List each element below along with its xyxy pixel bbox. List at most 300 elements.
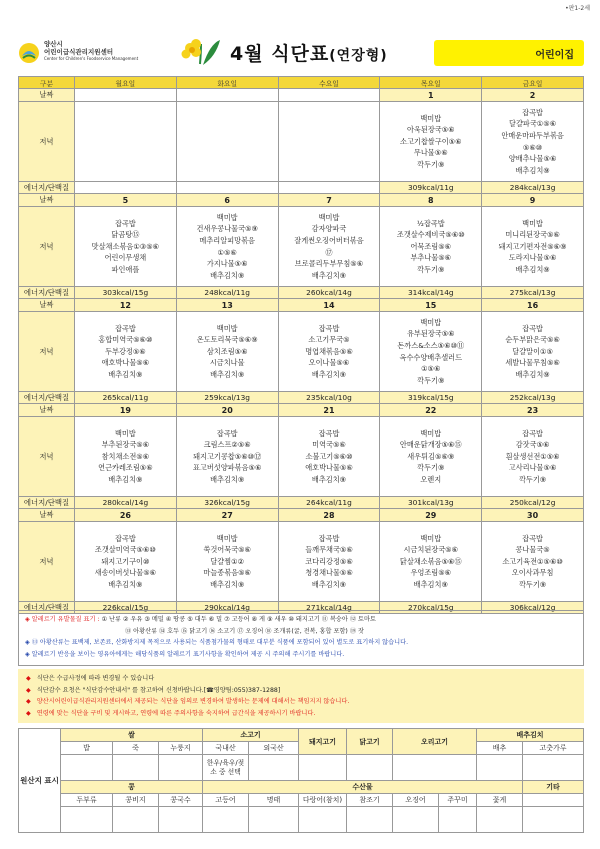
menu-item: 달걀말이①⑤ <box>512 346 553 356</box>
menu-item: 배추김치⑨ <box>515 369 550 379</box>
day-date: 6 <box>176 194 278 207</box>
menu-item: 우엉조림⑤⑥ <box>410 568 452 578</box>
menu-item: 돈까스&소스⑤⑥⑩⑪ <box>397 340 465 350</box>
menu-item: 미역국⑤⑥ <box>312 440 346 450</box>
day-date: 30 <box>482 509 584 522</box>
menu-item: 배추김치⑨ <box>311 270 347 280</box>
day-menu <box>278 102 380 182</box>
menu-item: 백미밥 <box>216 212 238 222</box>
day-energy: 309kcal/11g <box>380 182 482 194</box>
day-energy <box>176 182 278 194</box>
menu-item: 옥수수양배추샐러드 <box>399 352 463 362</box>
menu-item: 명엽채볶음⑤⑥ <box>305 346 353 356</box>
origin-rice-item: 죽 <box>113 742 159 755</box>
facility-tag-label: 어린이집 <box>535 50 574 61</box>
day-date: 26 <box>75 509 177 522</box>
menu-item: 배추김치⑨ <box>515 165 550 175</box>
menu-item: 미니리된장국⑤⑥ <box>505 230 560 240</box>
row-label-date: 날짜 <box>19 509 75 522</box>
menu-item: ⑤⑥⑩ <box>522 142 543 152</box>
menu-item: 파인애플 <box>111 264 140 274</box>
page-title <box>230 39 388 66</box>
menu-item: 백미밥 <box>420 428 442 438</box>
col-header: 화요일 <box>176 77 278 89</box>
menu-item: 백미밥 <box>216 323 238 333</box>
col-header: 월요일 <box>75 77 177 89</box>
center-logo <box>18 38 158 68</box>
origin-value-cell[interactable] <box>523 755 584 781</box>
origin-value-cell[interactable] <box>393 807 439 833</box>
title-sub: (연장형) <box>329 48 388 64</box>
meal-row <box>19 102 584 182</box>
day-menu <box>75 207 177 287</box>
day-energy: 226kcal/15g <box>75 602 177 614</box>
day-date: 5 <box>75 194 177 207</box>
menu-item: 깍두기⑨ <box>417 463 445 473</box>
menu-item: 잡곡밥 <box>522 428 544 438</box>
row-label-meal: 저녁 <box>19 522 75 602</box>
day-energy <box>75 182 177 194</box>
origin-chicken: 닭고기 <box>347 729 393 755</box>
origin-beef: 소고기 <box>203 729 299 742</box>
day-energy: 271kcal/14g <box>278 602 380 614</box>
origin-beef-item: 국내산 <box>203 742 249 755</box>
day-energy: 326kcal/15g <box>176 497 278 509</box>
day-menu <box>176 522 278 602</box>
origin-beans: 콩 <box>61 781 203 794</box>
origin-value-cell[interactable] <box>523 807 584 833</box>
day-energy: 235kcal/10g <box>278 392 380 404</box>
origin-seafood-item: 참조기 <box>347 794 393 807</box>
meal-row <box>19 312 584 392</box>
day-energy: 270kcal/15g <box>380 602 482 614</box>
origin-kimchi-item: 배추 <box>477 742 523 755</box>
center-logo-icon <box>18 42 40 64</box>
menu-item: 백미밥 <box>216 533 238 543</box>
menu-item: 새우튀김⑤⑥⑨ <box>407 451 455 461</box>
menu-item: 청경채나물⑤⑥ <box>305 568 353 578</box>
menu-item: 도라지나물⑤⑥ <box>508 253 557 263</box>
day-date <box>278 89 380 102</box>
origin-rice-item: 밥 <box>61 742 113 755</box>
day-energy: 280kcal/14g <box>75 497 177 509</box>
menu-item: 오이나물⑤⑥ <box>308 358 350 368</box>
menu-item: 잡곡밥 <box>522 323 544 333</box>
menu-item: 달걀찜①② <box>210 556 245 566</box>
menu-item: 무나물⑤⑥ <box>413 148 448 158</box>
header <box>18 38 584 68</box>
day-date: 28 <box>278 509 380 522</box>
origin-value-cell[interactable] <box>159 807 203 833</box>
day-energy: 290kcal/14g <box>176 602 278 614</box>
menu-table <box>18 76 584 614</box>
menu-item: 소고기육전①⑤⑥⑩ <box>502 556 563 566</box>
col-header: 구분 <box>19 77 75 89</box>
day-date: 23 <box>482 404 584 417</box>
day-date <box>176 89 278 102</box>
menu-item: 참치채소전⑤⑥ <box>101 451 150 461</box>
origin-value-cell[interactable] <box>393 755 477 781</box>
day-energy: 265kcal/11g <box>75 392 177 404</box>
menu-item: 잡곡밥 <box>114 323 136 333</box>
row-label-energy: 에너지/단백질 <box>19 602 75 614</box>
allergy-line4: ◈ 알레르기 반응을 보이는 영유아에게는 해당식품의 알레르기 표기사항을 확인하여 제공 시 주의해 주시기를 바랍니다. <box>25 650 345 658</box>
origin-value-cell[interactable] <box>113 755 159 781</box>
date-row <box>19 299 584 312</box>
menu-item: 깍두기⑨ <box>417 375 445 385</box>
row-label-meal: 저녁 <box>19 417 75 497</box>
row-label-meal: 저녁 <box>19 102 75 182</box>
general-notice: ◆ 식단은 수급사정에 따라 변경될 수 있습니다 ◆ 식단감수 요청은 "식단감수안내서" 를 참고하여 신청바랍니다.[☎영양팀:055)387-1288] ◆ 양산시어린이급식관리지원센터에서 제공되는 식단을 임의로 변경하여 발생하는 문제에 대해서는 책임지지 않습니다. ◆ 연령에 맞는 식단을 구비 및 게시하고, 연령에 따른 주의사항을 숙지하여 급간식을 제공하시기 바랍니다. <box>18 669 584 723</box>
menu-item: 유부된장국⑤⑥ <box>406 329 455 339</box>
date-row <box>19 509 584 522</box>
menu-item: 코다리강정⑤⑥ <box>305 556 353 566</box>
day-date: 16 <box>482 299 584 312</box>
day-energy: 303kcal/15g <box>75 287 177 299</box>
col-header: 목요일 <box>380 77 482 89</box>
day-menu <box>176 207 278 287</box>
menu-item: 건새우콩나물국⑤⑨ <box>196 224 258 234</box>
menu-item: ①⑤⑥ <box>217 247 237 257</box>
menu-item: 감자양파국 <box>311 224 347 234</box>
day-menu <box>380 207 482 287</box>
origin-seafood-item: 다랑어(참치) <box>299 794 347 807</box>
row-label-meal: 저녁 <box>19 312 75 392</box>
menu-item: 돼지고기콩찹⑤⑥⑩⑫ <box>193 451 262 461</box>
menu-item: 조갯살미역국⑤⑥⑩ <box>94 545 156 555</box>
day-menu <box>278 312 380 392</box>
menu-item: 흰살생선전①⑤⑥ <box>505 451 560 461</box>
day-menu <box>380 522 482 602</box>
menu-item: 브로콜리두부무침⑤⑥ <box>294 259 364 269</box>
row-label-energy: 에너지/단백질 <box>19 287 75 299</box>
menu-item: 배추김치⑨ <box>515 264 550 274</box>
menu-item: 부추된장국⑤⑥ <box>101 440 150 450</box>
origin-beans-item: 두부류 <box>61 794 113 807</box>
day-energy: 319kcal/15g <box>380 392 482 404</box>
origin-seafood: 수산물 <box>203 781 523 794</box>
allergy-line2: ⑬ 아황산류 ⑭ 호두 ⑮ 닭고기 ⑯ 소고기 ⑰ 오징어 ⑱ 조개류(굴, 전복, 홍합 포함) ⑲ 잣 <box>125 627 364 635</box>
menu-item: 홍합미역국⑤⑥⑩ <box>98 335 153 345</box>
menu-item: 배추김치⑨ <box>413 579 448 589</box>
origin-value-cell[interactable] <box>249 755 299 781</box>
day-menu <box>380 417 482 497</box>
origin-table <box>18 728 584 833</box>
day-date: 1 <box>380 89 482 102</box>
menu-item: 깍두기⑨ <box>518 579 547 589</box>
origin-value-cell[interactable] <box>113 807 159 833</box>
row-label-date: 날짜 <box>19 89 75 102</box>
day-energy: 275kcal/13g <box>482 287 584 299</box>
menu-item: 배추김치⑨ <box>108 474 143 484</box>
day-energy: 260kcal/14g <box>278 287 380 299</box>
menu-item: 잘게썬오징어버터볶음 <box>294 235 364 245</box>
menu-item: 시금치나물 <box>209 358 245 368</box>
day-menu <box>176 312 278 392</box>
day-menu <box>482 417 584 497</box>
menu-item: 표고버섯양파볶음⑤⑥ <box>192 463 262 473</box>
allergy-prefix: 알레르기 유발물질 표기 : <box>31 616 102 623</box>
row-label-energy: 에너지/단백질 <box>19 182 75 194</box>
day-energy: 248kcal/11g <box>176 287 278 299</box>
energy-row <box>19 497 584 509</box>
menu-item: 애호박나물⑤⑥ <box>305 463 353 473</box>
energy-row <box>19 392 584 404</box>
col-header: 금요일 <box>482 77 584 89</box>
origin-seafood-item: 고등어 <box>203 794 249 807</box>
menu-item: 백미밥 <box>420 317 442 327</box>
day-energy: 314kcal/14g <box>380 287 482 299</box>
flower-icon <box>176 38 226 68</box>
origin-kimchi: 배추김치 <box>477 729 584 742</box>
day-date: 9 <box>482 194 584 207</box>
day-date: 2 <box>482 89 584 102</box>
origin-rice-item: 누룽지 <box>159 742 203 755</box>
notice-item: 연령에 맞는 식단을 구비 및 게시하고, 연령에 따른 주의사항을 숙지하여 급간식을 제공하시기 바랍니다. <box>36 709 316 717</box>
origin-duck: 오리고기 <box>393 729 477 755</box>
org-line1: 양산시 <box>44 40 63 48</box>
menu-item: 오이사과무침 <box>511 568 554 578</box>
origin-rice: 쌀 <box>61 729 203 742</box>
menu-item: 세발나물무침⑤⑥ <box>505 358 560 368</box>
day-energy: 301kcal/13g <box>380 497 482 509</box>
origin-seafood-item: 오징어 <box>393 794 439 807</box>
menu-item: 애호박나물⑤⑥ <box>101 358 150 368</box>
col-header: 수요일 <box>278 77 380 89</box>
day-energy: 252kcal/13g <box>482 392 584 404</box>
menu-item: 돼지고기편자전⑤⑥⑨ <box>498 241 567 251</box>
day-date: 7 <box>278 194 380 207</box>
origin-beef-item: 외국산 <box>249 742 299 755</box>
day-menu <box>380 102 482 182</box>
menu-item: 백미밥 <box>114 428 136 438</box>
origin-beef-note: 한우/육우/젖소 중 선택 <box>203 755 249 781</box>
day-menu <box>75 522 177 602</box>
menu-item: 배추김치⑨ <box>311 369 347 379</box>
date-row <box>19 404 584 417</box>
day-menu <box>380 312 482 392</box>
origin-value-cell[interactable] <box>61 807 113 833</box>
notice-item: 식단감수 요청은 "식단감수안내서" 를 참고하여 신청바랍니다.[☎영양팀:055)387-1288] <box>36 686 281 694</box>
menu-item: 감잣국⑤⑥ <box>515 440 550 450</box>
energy-row <box>19 287 584 299</box>
menu-item: 조갯살수제비국⑤⑥⑩ <box>396 230 465 240</box>
day-date: 19 <box>75 404 177 417</box>
facility-tag <box>434 40 584 66</box>
menu-item: 닭살채소볶음⑤⑥⑮ <box>399 556 462 566</box>
menu-item: 백미밥 <box>420 533 442 543</box>
day-energy: 250kcal/12g <box>482 497 584 509</box>
day-menu <box>278 207 380 287</box>
menu-item: 가지나물⑤⑥ <box>206 259 248 269</box>
day-menu <box>482 207 584 287</box>
menu-item: 순두부맑은국⑤⑥ <box>505 335 560 345</box>
day-date: 14 <box>278 299 380 312</box>
day-menu <box>75 312 177 392</box>
origin-beans-item: 콩비지 <box>113 794 159 807</box>
menu-item: 깍두기⑨ <box>417 159 445 169</box>
menu-item: 배추김치⑨ <box>311 579 347 589</box>
origin-value-cell[interactable] <box>299 807 347 833</box>
day-menu <box>75 417 177 497</box>
menu-item: 부추나물⑤⑥ <box>410 253 452 263</box>
row-label-energy: 에너지/단백질 <box>19 392 75 404</box>
menu-item: 배추김치⑨ <box>210 270 245 280</box>
menu-item: ⑰ <box>325 247 333 257</box>
meal-row <box>19 207 584 287</box>
org-english: Center for Children's Foodservice Management <box>44 56 139 61</box>
origin-seafood-item: 주꾸미 <box>439 794 477 807</box>
day-date <box>75 89 177 102</box>
menu-item: 잡곡밥 <box>114 218 136 228</box>
day-energy: 284kcal/13g <box>482 182 584 194</box>
menu-item: 고사리나물⑤⑥ <box>508 463 557 473</box>
allergy-notice: ◈ 알레르기 유발물질 표기 : ① 난류 ② 우유 ③ 메밀 ④ 땅콩 ⑤ 대두 ⑥ 밀 ⑦ 고등어 ⑧ 게 ⑨ 새우 ⑩ 돼지고기 ⑪ 복숭아 ⑫ 토마토 ⑬ 아황산류 ⑭ 호두 ⑮ 닭고기 ⑯ 소고기 ⑰ 오징어 ⑱ 조개류(굴, 전복, 홍합 포함) ⑲ 잣 ◈ ⑬ 아황산류는 표백제, 보존료, 산화방지제 목적으로 사용되는 식품첨가물의 형태로 대부분 식품에 포함되어 있어 별도로 표기하지 않습니다. ◈ 알레르기 반응을 보이는 영유아에게는 해당식품의 알레르기 표기사항을 확인하여 제공 시 주의해 주시기를 바랍니다. <box>18 610 584 666</box>
menu-item: 새송이버섯나물⑤⑥ <box>94 568 157 578</box>
origin-value-cell[interactable] <box>203 807 249 833</box>
allergy-line3: ◈ ⑬ 아황산류는 표백제, 보존료, 산화방지제 목적으로 사용되는 식품첨가물의 형태로 대부분 식품에 포함되어 있어 별도로 표기하지 않습니다. <box>25 639 409 647</box>
menu-item: 삼치조림⑤⑥ <box>206 346 248 356</box>
day-menu <box>176 102 278 182</box>
menu-item: 깍두기⑨ <box>518 474 547 484</box>
menu-item: 배추김치⑨ <box>210 474 245 484</box>
row-label-date: 날짜 <box>19 299 75 312</box>
origin-value-cell[interactable] <box>477 755 523 781</box>
menu-item: 백미밥 <box>522 218 544 228</box>
menu-item: 어묵조림⑤⑥ <box>410 241 452 251</box>
origin-side-label: 원산지 표시 <box>19 729 61 833</box>
day-date: 27 <box>176 509 278 522</box>
menu-item: 메추리알피망볶음 <box>199 235 255 245</box>
origin-value-cell[interactable] <box>347 755 393 781</box>
menu-item: 잡곡밥 <box>216 428 238 438</box>
menu-item: 배추김치⑨ <box>210 579 245 589</box>
day-menu <box>278 417 380 497</box>
day-date: 13 <box>176 299 278 312</box>
origin-kimchi-item: 고춧가루 <box>523 742 584 755</box>
menu-item: 배추김치⑨ <box>108 369 143 379</box>
menu-item: 돼지고기구이⑩ <box>101 556 150 566</box>
menu-item: 소불고기⑤⑥⑩ <box>305 451 353 461</box>
page-code: •판1-2세 <box>565 5 590 12</box>
meal-row <box>19 522 584 602</box>
origin-seafood-item: 명태 <box>249 794 299 807</box>
menu-item: 콩나물국⑤ <box>515 545 550 555</box>
origin-etc-cell[interactable] <box>523 794 584 807</box>
date-row <box>19 194 584 207</box>
menu-item: 안매운마파두부볶음 <box>501 130 564 140</box>
day-menu <box>482 522 584 602</box>
menu-item: 오렌지 <box>420 474 442 484</box>
origin-pork: 돼지고기 <box>299 729 347 755</box>
day-energy: 306kcal/12g <box>482 602 584 614</box>
row-label-energy: 에너지/단백질 <box>19 497 75 509</box>
day-menu <box>278 522 380 602</box>
day-date: 8 <box>380 194 482 207</box>
menu-item: 온도토리묵국⑤⑥⑨ <box>196 335 258 345</box>
day-date: 22 <box>380 404 482 417</box>
menu-item: 양배추나물⑤⑥ <box>508 154 557 164</box>
origin-value-cell[interactable] <box>299 755 347 781</box>
menu-item: 소고기무국⑤ <box>308 335 350 345</box>
menu-item: 시금치된장국⑤⑥ <box>403 545 459 555</box>
menu-item: 잡곡밥 <box>318 323 340 333</box>
menu-item: 쑥것어묵국⑤⑥ <box>203 545 251 555</box>
day-energy: 264kcal/11g <box>278 497 380 509</box>
day-menu <box>482 102 584 182</box>
menu-item: 백미밥 <box>420 113 442 123</box>
origin-seafood-item: 꽃게 <box>477 794 523 807</box>
menu-item: 배추김치⑨ <box>210 369 245 379</box>
menu-item: 어린이무생채 <box>104 253 147 263</box>
menu-item: 크림스프②⑤⑥ <box>203 440 251 450</box>
origin-value-cell[interactable] <box>159 755 203 781</box>
menu-item: 깍두기⑨ <box>417 264 445 274</box>
title-main: 4월 식단표 <box>230 43 330 65</box>
menu-item: 소고기찹쌀구이⑤⑥ <box>400 136 462 146</box>
menu-item: 달걀파국①⑤⑥ <box>509 119 557 129</box>
day-menu <box>75 102 177 182</box>
menu-item: 연근카레조림⑤⑥ <box>98 463 153 473</box>
day-energy: 259kcal/13g <box>176 392 278 404</box>
day-date: 12 <box>75 299 177 312</box>
menu-item: 들깨무채국⑤⑥ <box>305 545 353 555</box>
menu-item: ①⑤⑥ <box>421 364 441 374</box>
org-line2: 어린이급식관리지원센터 <box>44 48 114 56</box>
menu-item: 아욱된장국⑤⑥ <box>406 125 455 135</box>
day-energy <box>278 182 380 194</box>
menu-item: ½잡곡밥 <box>416 218 445 228</box>
menu-item: 잡곡밥 <box>114 533 136 543</box>
row-label-date: 날짜 <box>19 194 75 207</box>
menu-item: 맛살채소볶음①③⑤⑥ <box>91 241 160 251</box>
origin-value-cell[interactable] <box>61 755 113 781</box>
menu-item: 잡곡밥 <box>318 428 340 438</box>
menu-item: 잡곡밥 <box>522 107 544 117</box>
menu-item: 배추김치⑨ <box>311 474 347 484</box>
day-menu <box>176 417 278 497</box>
row-label-date: 날짜 <box>19 404 75 417</box>
menu-header-row <box>19 77 584 89</box>
row-label-meal: 저녁 <box>19 207 75 287</box>
allergy-line1: ① 난류 ② 우유 ③ 메밀 ④ 땅콩 ⑤ 대두 ⑥ 밀 ⑦ 고등어 ⑧ 게 ⑨ 새우 ⑩ 돼지고기 ⑪ 복숭아 ⑫ 토마토 <box>101 616 376 623</box>
menu-item: 배추김치⑨ <box>108 579 143 589</box>
origin-value-cell[interactable] <box>477 807 523 833</box>
menu-item: 마늘종볶음⑤⑥ <box>203 568 251 578</box>
menu-item: 안매운닭개장⑤⑥⑮ <box>399 440 462 450</box>
origin-beans-item: 콩국수 <box>159 794 203 807</box>
origin-value-cell[interactable] <box>347 807 393 833</box>
day-menu <box>482 312 584 392</box>
energy-row <box>19 182 584 194</box>
origin-etc: 기타 <box>523 781 584 794</box>
menu-item: 잡곡밥 <box>318 533 340 543</box>
day-date: 20 <box>176 404 278 417</box>
day-date: 15 <box>380 299 482 312</box>
notice-item: 양산시어린이급식관리지원센터에서 제공되는 식단을 임의로 변경하여 발생하는 문제에 대해서는 책임지지 않습니다. <box>36 698 350 706</box>
menu-item: 백미밥 <box>318 212 340 222</box>
menu-item: 닭곰탕⑮ <box>111 230 140 240</box>
day-date: 29 <box>380 509 482 522</box>
notice-item: 식단은 수급사정에 따라 변경될 수 있습니다 <box>36 675 155 682</box>
date-row <box>19 89 584 102</box>
menu-item: 잡곡밥 <box>522 533 544 543</box>
day-date: 21 <box>278 404 380 417</box>
origin-value-cell[interactable] <box>249 807 299 833</box>
menu-item: 두부강정⑤⑥ <box>105 346 146 356</box>
origin-value-cell[interactable] <box>439 807 477 833</box>
meal-row <box>19 417 584 497</box>
